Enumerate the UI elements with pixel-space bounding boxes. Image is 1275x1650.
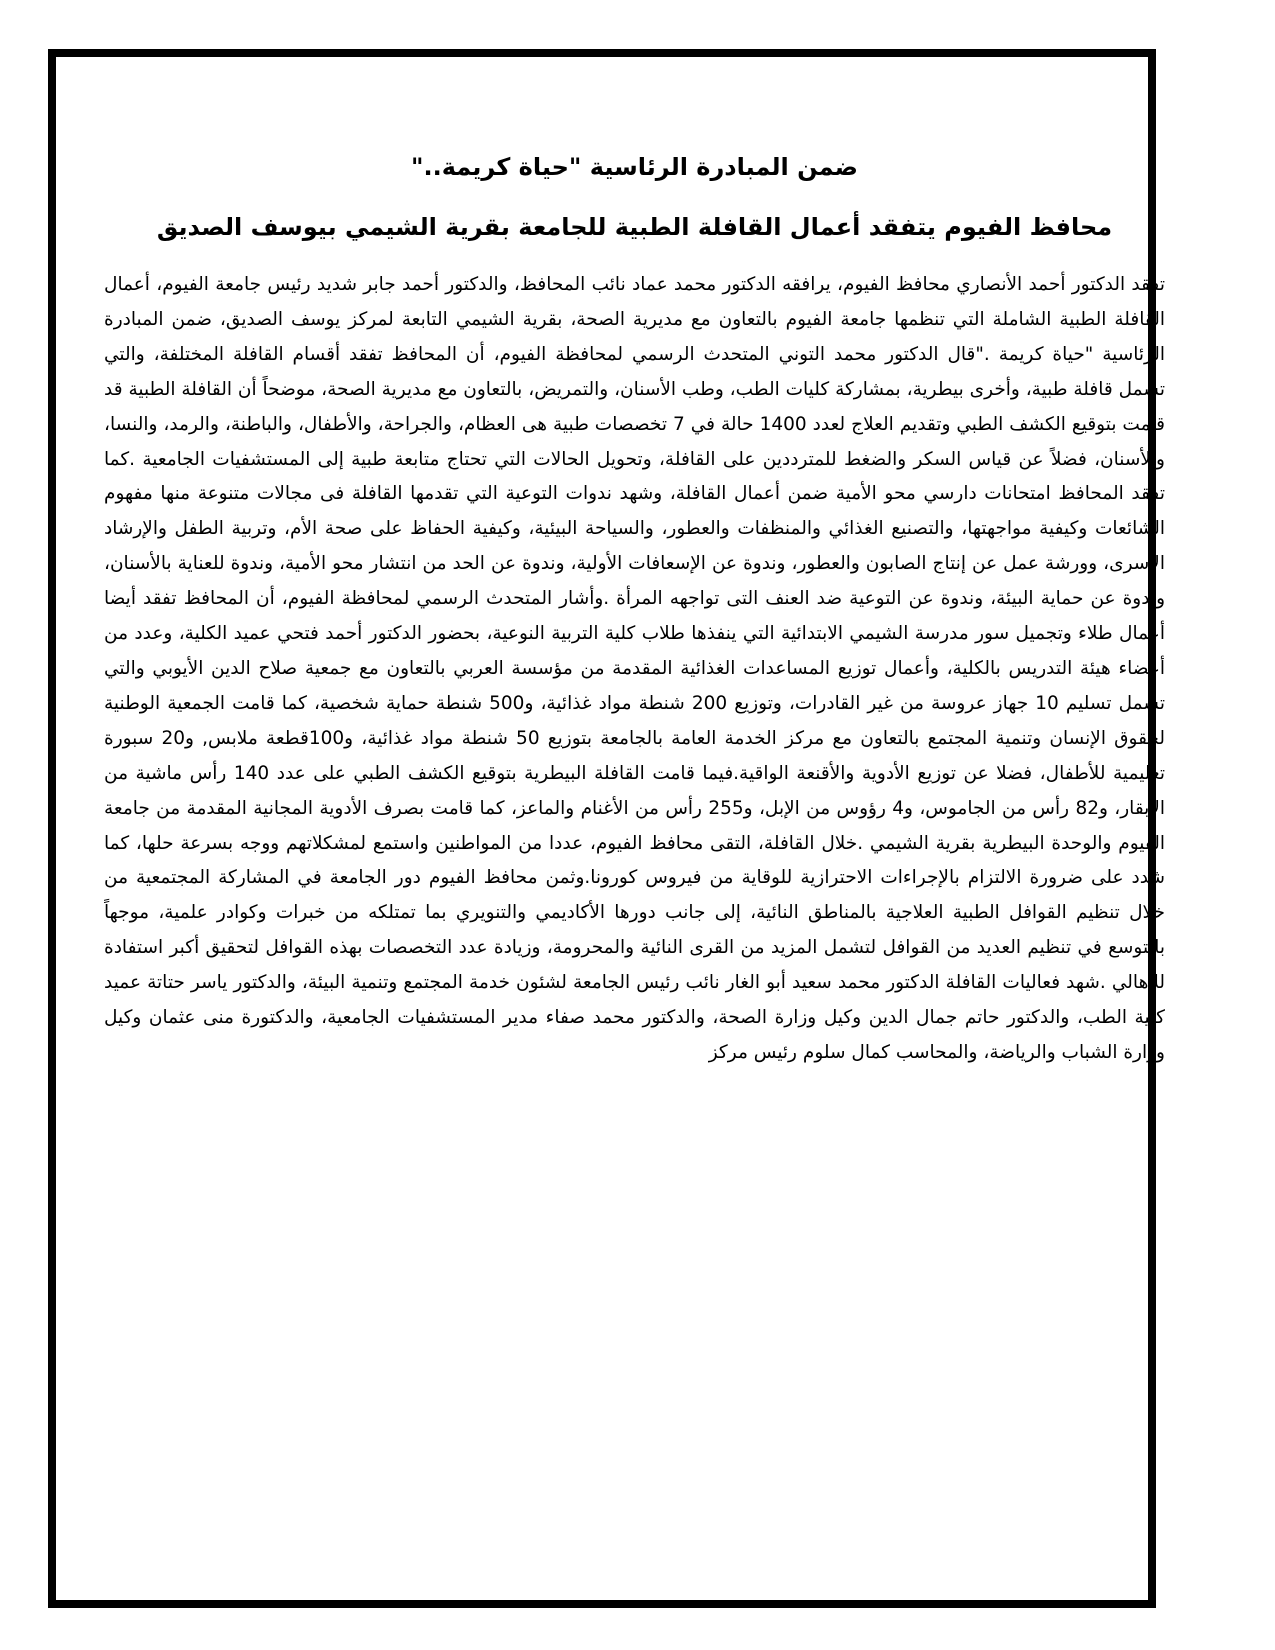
document-headline: محافظ الفيوم يتفقد أعمال القافلة الطبية للجامعة بقرية الشيمي بيوسف الصديق xyxy=(156,213,1113,241)
document-subtitle: ضمن المبادرة الرئاسية "حياة كريمة.." xyxy=(411,153,858,181)
article-body: تفقد الدكتور أحمد الأنصاري محافظ الفيوم، يرافقه الدكتور محمد عماد نائب المحافظ، والدكتور أحمد جابر شديد رئيس جامعة الفيوم، أعمال القافلة الطبية الشاملة التي تنظمها جامعة الفيوم بالتعاون مع مديرية الصحة، بقرية الشيمي التابعة لمركز يوسف الصديق، ضمن المبادرة الرئاسية "حياة كريمة ."قال الدكتور محمد التوني المتحدث الرسمي لمحافظة الفيوم، أن المحافظ تفقد أقسام القافلة المختلفة، والتي تشمل قافلة طبية، وأخرى بيطرية، بمشاركة كليات الطب، وطب الأسنان، والتمريض، بالتعاون مع مديرية الصحة، موضحاً أن القافلة الطبية قد قامت بتوقيع الكشف الطبي وتقديم العلاج لعدد 1400 حالة في 7 تخصصات طبية هى العظام، والجراحة، والأطفال، والباطنة، والرمد، والنسا، والأسنان، فضلاً عن قياس السكر والضغط للمترددين على القافلة، وتحويل الحالات التي تحتاج متابعة طبية إلى المستشفيات الجامعية .كما تفقد المحافظ امتحانات دارسي محو الأمية ضمن أعمال القافلة، وشهد ندوات التوعية التي تقدمها القافلة فى مجالات متنوعة منها مفهوم الشائعات وكيفية مواجهتها، والتصنيع الغذائي والمنظفات والعطور، والسياحة البيئية، وكيفية الحفاظ على صحة الأم، وتربية الطفل والإرشاد الأسرى، وورشة عمل عن إنتاج الصابون والعطور، وندوة عن الإسعافات الأولية، وندوة عن الحد من انتشار محو الأمية، وندوة للعناية بالأسنان، وندوة عن حماية البيئة، وندوة عن التوعية ضد العنف التى تواجهه المرأة .وأشار المتحدث الرسمي لمحافظة الفيوم، أن المحافظ تفقد أيضا أعمال طلاء وتجميل سور مدرسة الشيمي الابتدائية التي ينفذها طلاب كلية التربية النوعية، بحضور الدكتور أحمد فتحي عميد الكلية، وعدد من أعضاء هيئة التدريس بالكلية، وأعمال توزيع المساعدات الغذائية المقدمة من مؤسسة العربي بالتعاون مع جمعية صلاح الدين الأيوبي والتي تشمل تسليم 10 جهاز عروسة من غير القادرات، وتوزيع 200 شنطة مواد غذائية، و500 شنطة حماية شخصية، كما قامت الجمعية الوطنية لحقوق الإنسان وتنمية المجتمع بالتعاون مع مركز الخدمة العامة بالجامعة بتوزيع 50 شنطة مواد غذائية، و100قطعة ملابس, و20 سبورة تعليمية للأطفال، فضلا عن توزيع الأدوية والأقنعة الواقية.فيما قامت القافلة البيطرية بتوقيع الكشف الطبي على عدد 140 رأس ماشية من الأبقار، و82 رأس من الجاموس، و4 رؤوس من الإبل، و255 رأس من الأغنام والماعز، كما قامت بصرف الأدوية المجانية المقدمة من جامعة الفيوم والوحدة البيطرية بقرية الشيمي .خلال القافلة، التقى محافظ الفيوم، عددا من المواطنين واستمع لمشكلاتهم ووجه بسرعة حلها، كما شدد على ضرورة الالتزام بالإجراءات الاحترازية للوقاية من فيروس كورونا.وثمن محافظ الفيوم دور الجامعة في المشاركة المجتمعية من خلال تنظيم القوافل الطبية العلاجية بالمناطق النائية، إلى جانب دورها الأكاديمي والتنويري بما تمتلكه من خبرات وكوادر علمية، موجهاً بالتوسع في تنظيم العديد من القوافل لتشمل المزيد من القرى النائية والمحرومة، وزيادة عدد التخصصات بهذه القوافل لتحقيق أكبر استفادة للأهالي .شهد فعاليات القافلة الدكتور محمد سعيد أبو الغار نائب رئيس الجامعة لشئون خدمة المجتمع وتنمية البيئة، والدكتور ياسر حتاتة عميد كلية الطب، والدكتور حاتم جمال الدين وكيل وزارة الصحة، والدكتور محمد صفاء مدير المستشفيات الجامعية، والدكتورة منى عثمان وكيل وزارة الشباب والرياضة، والمحاسب كمال سلوم رئيس مركز xyxy=(104,274,1166,1063)
document-content xyxy=(104,98,1165,1071)
